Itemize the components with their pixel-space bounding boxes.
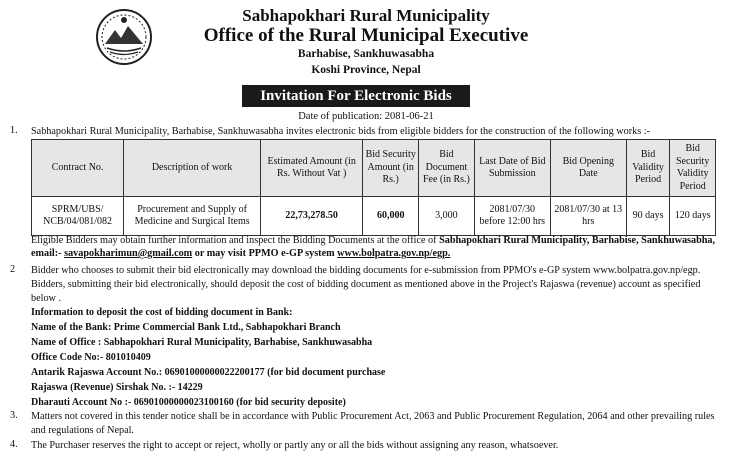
- item3-line: Matters not covered in this tender notice shall be in accordance with Public Procurement Act, 2063 and Public Procurement Regulation, 2064 and other prevailing rules: [31, 411, 715, 422]
- email-link[interactable]: savapokharimun@gmail.com: [64, 248, 193, 259]
- antarik-account: Antarik Rajaswa Account No.: 06901000000022200177 (for bid document purchase: [31, 367, 386, 378]
- bid-table: [31, 139, 716, 236]
- cell-description: Procurement and Supply of Medicine and Surgical Items: [124, 197, 261, 236]
- office-location: Barhabise, Sankhuwasabha: [297, 48, 435, 60]
- cell-document-fee: 3,000: [419, 197, 475, 236]
- publication-date: Date of publication: 2081-06-21: [298, 111, 434, 122]
- item2-line: Bidder who chooses to submit their bid electronically may download the bidding documents for e-submission from PPMO's e-GP system www.bolpatra.gov.np/egp.: [31, 265, 701, 276]
- invitation-text: Sabhapokhari Rural Municipality, Barhabise, Sankhuwasabha invites electronic bids from eligible bidders for the construction of the following works :-: [31, 126, 650, 137]
- col-header: Estimated Amount (in Rs. Without Vat ): [261, 140, 363, 197]
- col-header: Last Date of Bid Submission: [474, 140, 550, 197]
- ppmo-text: or may visit PPMO e-GP system: [192, 248, 338, 259]
- office-name: Name of Office : Sabhapokhari Rural Municipality, Barhabise, Sankhuwasabha: [31, 337, 373, 348]
- cell-bid-security: 60,000: [363, 197, 419, 236]
- eligible-office: Sabhapokhari Rural Municipality, Barhabise, Sankhuwasabha,: [439, 235, 716, 246]
- cell-opening-date: 2081/07/30 at 13 hrs: [550, 197, 626, 236]
- office-title: Office of the Rural Municipal Executive: [203, 25, 529, 46]
- cell-security-validity: 120 days: [670, 197, 716, 236]
- cell-submission-date: 2081/07/30 before 12:00 hrs: [474, 197, 550, 236]
- item-number: 3.: [10, 410, 18, 421]
- col-header: Bid Security Amount (in Rs.): [363, 140, 419, 197]
- municipality-name: Sabhapokhari Rural Municipality: [242, 6, 490, 25]
- col-header: Bid Validity Period: [626, 140, 670, 197]
- dharauti-account: Dharauti Account No :- 06901000000023100160 (for bid security deposite): [31, 397, 346, 408]
- notice-title-banner: Invitation For Electronic Bids: [242, 85, 470, 107]
- item-number: 4.: [10, 439, 18, 450]
- eligible-bidders-paragraph: [31, 234, 726, 260]
- office-code: Office Code No:- 801010409: [31, 352, 151, 363]
- item2-line: Bidders, submitting their bid electronically, should deposit the cost of bidding document as mentioned above in the Project's Rajaswa (revenue) account as specified: [31, 279, 701, 290]
- col-header: Bid Document Fee (in Rs.): [419, 140, 475, 197]
- col-header: Contract No.: [32, 140, 124, 197]
- table-row: [32, 197, 716, 236]
- col-header: Bid Security Validity Period: [670, 140, 716, 197]
- bank-info-intro: Information to deposit the cost of bidding document in Bank:: [31, 307, 293, 318]
- table-header-row: [32, 140, 716, 197]
- item3-line: and regulations of Nepal.: [31, 425, 134, 436]
- item2-line: below .: [31, 293, 61, 304]
- item-number: 2: [10, 264, 16, 275]
- col-header: Description of work: [124, 140, 261, 197]
- eligible-text: Eligible Bidders may obtain further information and inspect the Bidding Documents at the office of: [31, 235, 440, 246]
- email-label: email:-: [31, 248, 65, 259]
- bank-name: Name of the Bank: Prime Commercial Bank Ltd., Sabhapokhari Branch: [31, 322, 341, 333]
- col-header: Bid Opening Date: [550, 140, 626, 197]
- egp-link[interactable]: www.bolpatra.gov.np/egp.: [337, 248, 451, 259]
- cell-contract-no: SPRM/UBS/ NCB/04/081/082: [32, 197, 124, 236]
- cell-estimated-amount: 22,73,278.50: [261, 197, 363, 236]
- cell-validity: 90 days: [626, 197, 670, 236]
- province: Koshi Province, Nepal: [311, 64, 421, 76]
- rajaswa-sirshak: Rajaswa (Revenue) Sirshak No. :- 14229: [31, 382, 203, 393]
- item-number: 1.: [10, 125, 18, 136]
- item4-text: The Purchaser reserves the right to accept or reject, wholly or partly any or all the bids without assigning any reason, whatsoever.: [31, 440, 559, 451]
